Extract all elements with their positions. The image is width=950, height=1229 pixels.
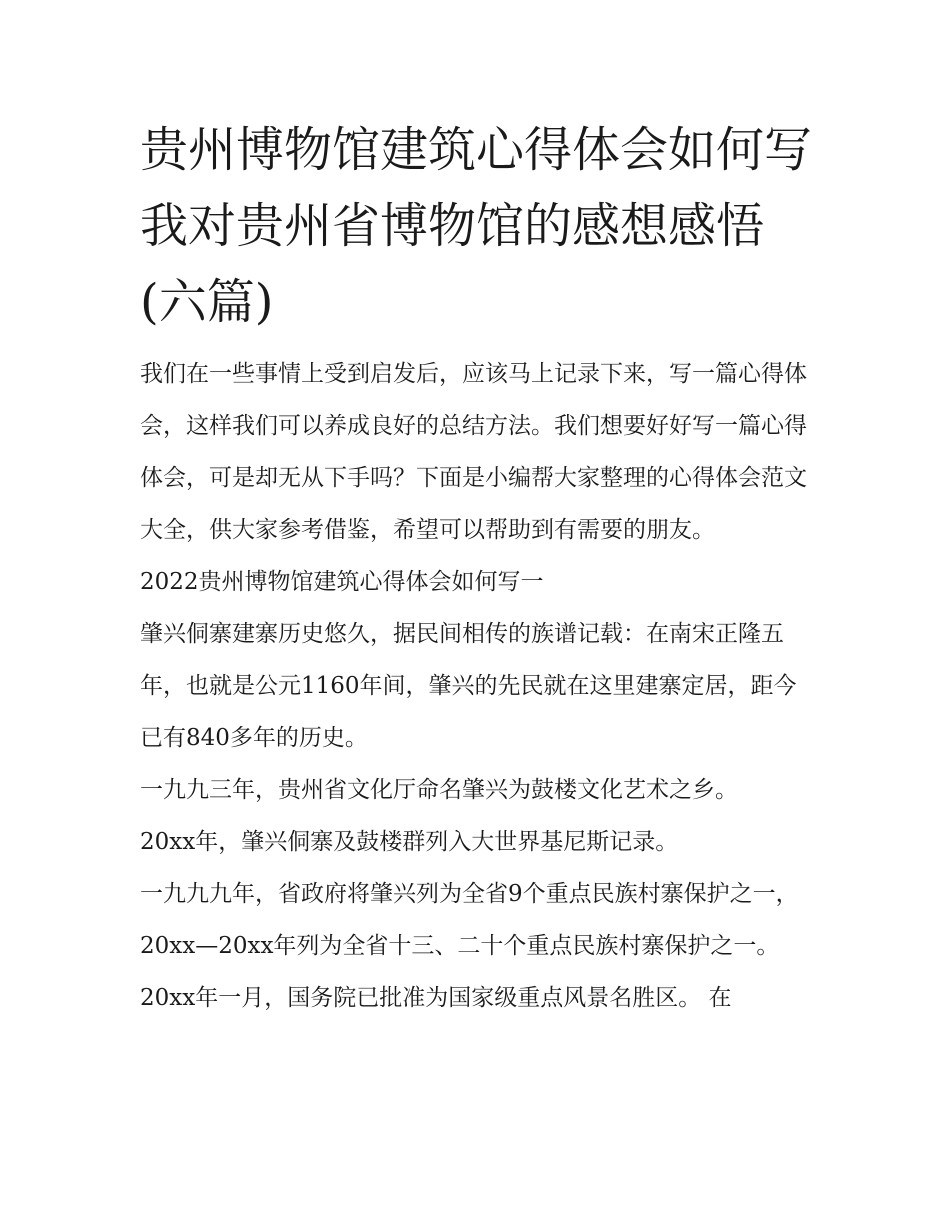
document-title: 贵州博物馆建筑心得体会如何写 我对贵州省博物馆的感想感悟(六篇): [140, 122, 813, 330]
body-paragraph: 一九九三年，贵州省文化厅命名肇兴为鼓楼文化艺术之乡。: [140, 777, 738, 803]
body-paragraph: 20xx年，肇兴侗寨及鼓楼群列入大世界基尼斯记录。: [140, 829, 679, 855]
body-paragraph: 一九九九年，省政府将肇兴列为全省9个重点民族村寨保护之一，20xx—20xx年列为全省十三、二十个重点民族村寨保护之一。: [140, 881, 799, 959]
section-heading: 2022贵州博物馆建筑心得体会如何写一: [140, 569, 544, 595]
body-paragraph: 肇兴侗寨建寨历史悠久，据民间相传的族谱记载：在南宋正隆五年，也就是公元1160年间，肇兴的先民就在这里建寨定居，距今已有840多年的历史。: [140, 621, 797, 751]
intro-paragraph: 我们在一些事情上受到启发后，应该马上记录下来，写一篇心得体会，这样我们可以养成良好的总结方法。我们想要好好写一篇心得体会，可是却无从下手吗？下面是小编帮大家整理的心得体会范文大全，供大家参考借鉴，希望可以帮助到有需要的朋友。: [140, 361, 807, 543]
body-paragraph: 20xx年一月，国务院已批准为国家级重点风景名胜区。 在: [140, 985, 732, 1011]
title-spacer: [140, 340, 815, 348]
document-page: [140, 112, 815, 1024]
